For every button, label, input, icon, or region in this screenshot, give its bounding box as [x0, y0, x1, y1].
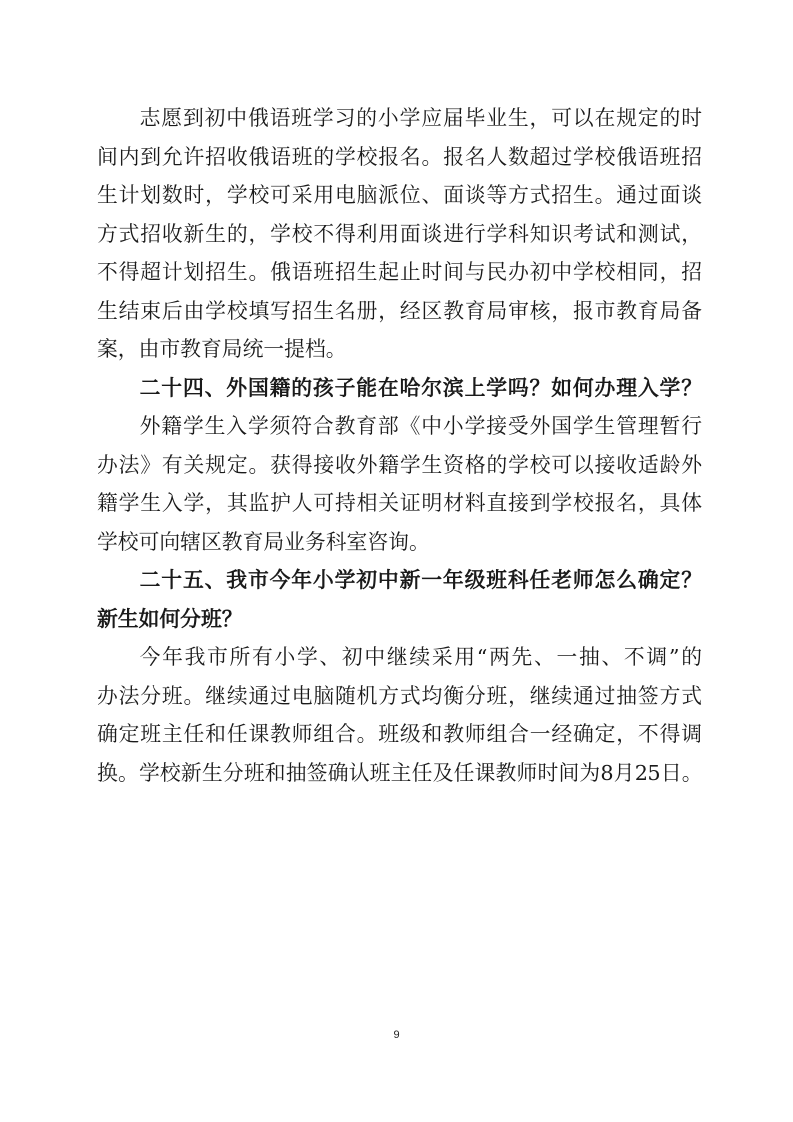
paragraph-line: 今年我市所有小学、初中继续采用“两先、一抽、不调”的: [139, 645, 702, 669]
heading-line: 新生如何分班？: [97, 605, 243, 631]
paragraph-russian-class-enrollment: [97, 99, 702, 369]
paragraph-line: 间内到允许招收俄语班的学校报名。报名人数超过学校俄语班招: [97, 144, 702, 169]
paragraph-line: 案，由市教育局统一提档。: [97, 337, 347, 361]
section-heading-24: [97, 369, 702, 408]
heading-line: 二十五、我市今年小学初中新一年级班科任老师怎么确定？: [139, 567, 702, 592]
paragraph-line: 方式招收新生的，学校不得利用面谈进行学科知识考试和测试，: [97, 221, 702, 246]
paragraph-line: 生结束后由学校填写招生名册，经区教育局审核，报市教育局备: [97, 298, 702, 323]
section-heading-25: [97, 561, 702, 638]
paragraph-line: 办法》有关规定。获得接收外籍学生资格的学校可以接收适龄外: [97, 452, 702, 477]
page-number: 9: [393, 1029, 400, 1041]
paragraph-line: 外籍学生入学须符合教育部《中小学接受外国学生管理暂行: [139, 414, 702, 438]
paragraph-line: 志愿到初中俄语班学习的小学应届毕业生，可以在规定的时: [139, 106, 702, 130]
heading-line: 二十四、外国籍的孩子能在哈尔滨上学吗？如何办理入学？: [139, 374, 702, 400]
paragraph-foreign-students: [97, 407, 702, 561]
paragraph-class-assignment: [97, 638, 702, 792]
paragraph-line: 换。学校新生分班和抽签确认班主任及任课教师时间为8月25日。: [97, 760, 702, 785]
paragraph-line: 籍学生入学，其监护人可持相关证明材料直接到学校报名，具体: [97, 491, 702, 515]
document-body: [97, 99, 702, 792]
paragraph-line: 学校可向辖区教育局业务科室咨询。: [97, 529, 430, 554]
paragraph-line: 确定班主任和任课教师组合。班级和教师组合一经确定，不得调: [97, 722, 702, 746]
paragraph-line: 不得超计划招生。俄语班招生起止时间与民办初中学校相同，招: [97, 260, 702, 284]
paragraph-line: 生计划数时，学校可采用电脑派位、面谈等方式招生。通过面谈: [97, 183, 702, 207]
paragraph-line: 办法分班。继续通过电脑随机方式均衡分班，继续通过抽签方式: [97, 683, 702, 708]
